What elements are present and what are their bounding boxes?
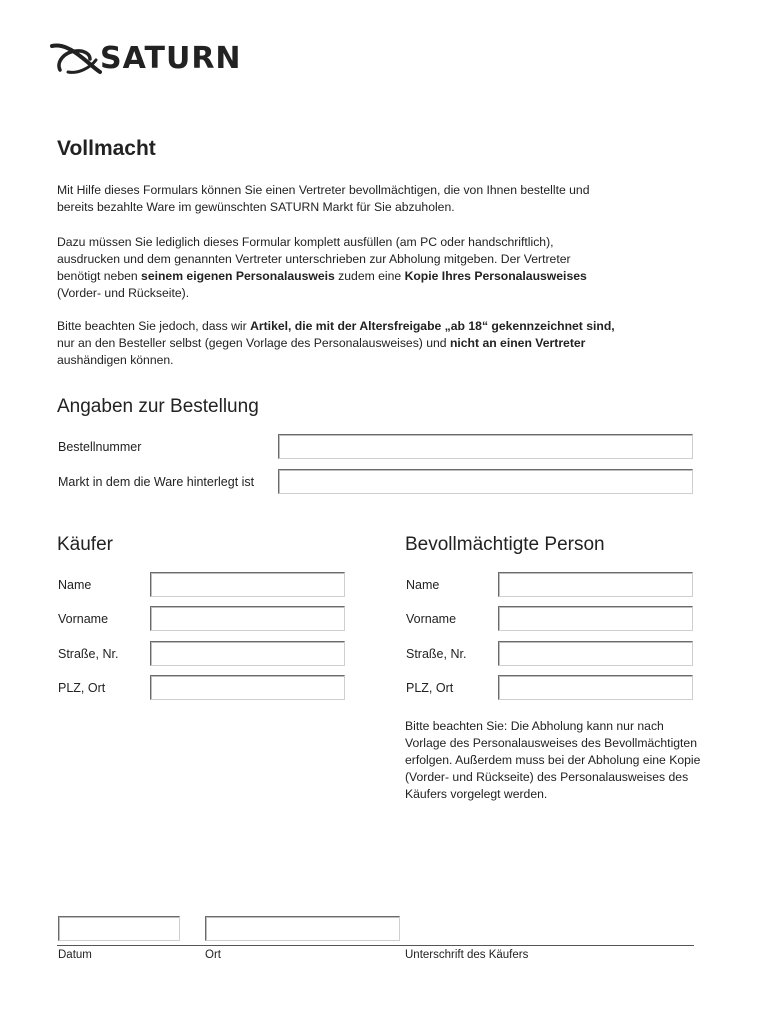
- intro-text: aushändigen können.: [57, 353, 174, 367]
- proxy-city-label: PLZ, Ort: [406, 681, 454, 695]
- intro-paragraph-1: Mit Hilfe dieses Formulars können Sie einen Vertreter bevollmächtigen, die von Ihnen bestellte und bereits bezahlte Ware im gewünschten SATURN Markt für Sie abzuholen.: [57, 183, 590, 214]
- proxy-note: Bitte beachten Sie: Die Abholung kann nur nach Vorlage des Personalausweises des Bevollmächtigten erfolgen. Außerdem muss bei der Abholung eine Kopie (Vorder- und Rückseite) des Personalausweises des Käufers vorgelegt werden.: [405, 719, 701, 801]
- proxy-name-label: Name: [406, 578, 440, 592]
- place-field[interactable]: [205, 916, 400, 941]
- intro-bold-text: nicht an einen Vertreter: [449, 336, 586, 350]
- intro-text: Bitte beachten Sie jedoch, dass wir: [57, 319, 251, 333]
- proxy-street-label: Straße, Nr.: [406, 647, 467, 661]
- order-number-label: Bestellnummer: [58, 440, 142, 454]
- buyer-city-label: PLZ, Ort: [58, 681, 106, 695]
- intro-text: nur an den Besteller selbst (gegen Vorlage des Personalausweises) und: [57, 336, 450, 350]
- signature-label: Unterschrift des Käufers: [405, 949, 529, 961]
- buyer-firstname-label: Vorname: [58, 612, 109, 626]
- proxy-name-field[interactable]: [498, 572, 693, 597]
- intro-bold-text: seinem eigenen Personalausweis: [141, 269, 335, 283]
- saturn-ring-icon: [50, 42, 102, 76]
- buyer-street-label: Straße, Nr.: [58, 647, 119, 661]
- buyer-name-label: Name: [58, 578, 92, 592]
- buyer-street-field[interactable]: [150, 641, 345, 666]
- date-field[interactable]: [58, 916, 180, 941]
- buyer-section-heading: Käufer: [57, 534, 113, 555]
- proxy-firstname-label: Vorname: [406, 612, 457, 626]
- place-label: Ort: [205, 949, 221, 961]
- intro-text: zudem eine: [334, 269, 405, 283]
- proxy-city-field[interactable]: [498, 675, 693, 700]
- order-number-field[interactable]: [278, 434, 693, 459]
- store-label: Markt in dem die Ware hinterlegt ist: [58, 475, 255, 489]
- proxy-section-heading: Bevollmächtigte Person: [405, 534, 605, 555]
- brand-name: SATURN: [100, 41, 242, 76]
- store-field[interactable]: [278, 469, 693, 494]
- intro-paragraph-2: [57, 234, 617, 302]
- order-section-heading: Angaben zur Bestellung: [57, 396, 259, 417]
- date-label: Datum: [58, 949, 92, 961]
- buyer-firstname-field[interactable]: [150, 606, 345, 631]
- intro-bold-text: Artikel, die mit der Altersfreigabe „ab 18“ gekennzeichnet sind,: [250, 319, 615, 333]
- saturn-logo: [50, 40, 242, 80]
- intro-text: Dazu müssen Sie lediglich dieses Formular komplett ausfüllen (am PC oder handschriftlich), ausdrucken und dem genannten Vertreter unterschrieben zur Abholung mitgeben. Der Vertreter benötigt neben: [57, 235, 571, 283]
- proxy-street-field[interactable]: [498, 641, 693, 666]
- buyer-name-field[interactable]: [150, 572, 345, 597]
- signature-line: [57, 945, 694, 946]
- page-title: Vollmacht: [57, 137, 156, 160]
- buyer-city-field[interactable]: [150, 675, 345, 700]
- proxy-firstname-field[interactable]: [498, 606, 693, 631]
- intro-text: (Vorder- und Rückseite).: [57, 286, 190, 300]
- intro-bold-text: Kopie Ihres Personalausweises: [404, 269, 587, 283]
- intro-paragraph-3: [57, 318, 617, 369]
